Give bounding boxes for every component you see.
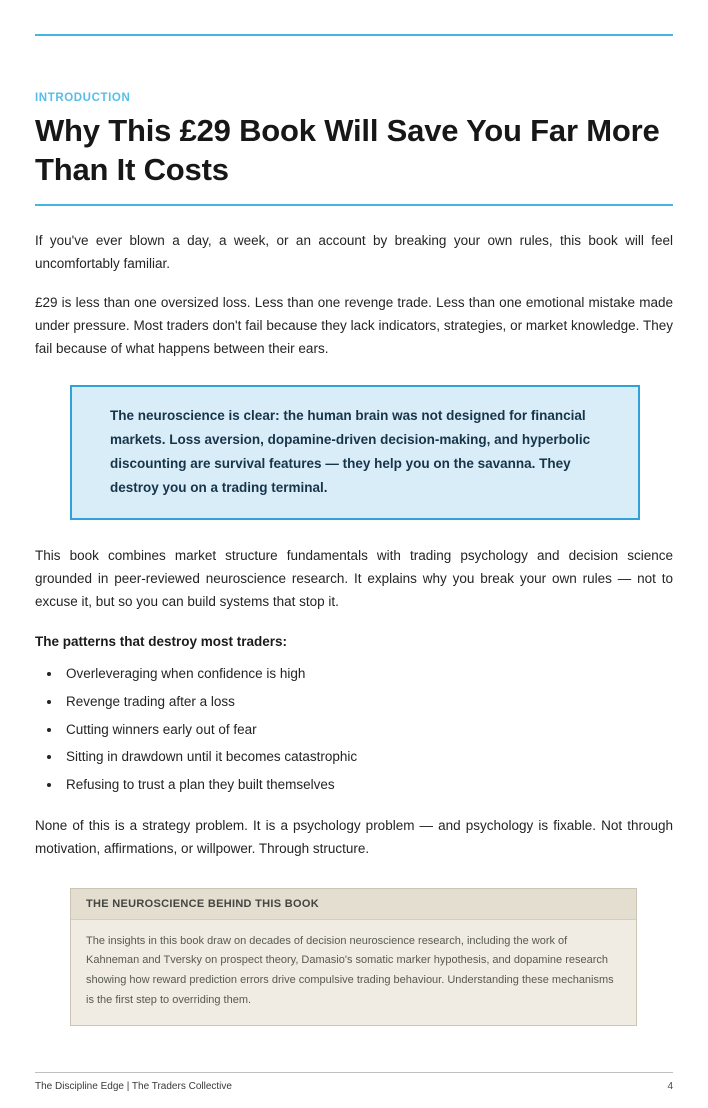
footer-book-title: The Discipline Edge | The Traders Collective: [35, 1081, 232, 1092]
page-footer: [35, 1072, 673, 1092]
patterns-list: [62, 664, 673, 794]
infobox-body-text: The insights in this book draw on decades of decision neuroscience research, including the work of Kahneman and Tversky on prospect theory, Damasio's somatic marker hypothesis, and dopamine research showing how reward prediction errors drive compulsive trading behaviour. Understanding these mechanisms is the first step to overriding them.: [86, 934, 614, 1007]
list-item: • Overleveraging when confidence is high: [62, 664, 673, 684]
list-item: • Cutting winners early out of fear: [62, 720, 673, 740]
infobox-title: THE NEUROSCIENCE BEHIND THIS BOOK: [71, 889, 636, 920]
paragraph-conclusion: None of this is a strategy problem. It is a psychology problem — and psychology is fixable. Not through motivation, affirmations, or willpower. Through structure.: [35, 818, 673, 857]
page-title: Why This £29 Book Will Save You Far More Than It Costs: [35, 113, 660, 187]
neuroscience-callout-box: [70, 385, 640, 520]
top-divider: [35, 34, 673, 36]
list-item: • Revenge trading after a loss: [62, 692, 673, 712]
list-item: • Refusing to trust a plan they built themselves: [62, 775, 673, 795]
paragraph-value: £29 is less than one oversized loss. Less than one revenge trade. Less than one emotional mistake made under pressure. Most traders don't fail because they lack indicators, strategies, or market knowledge. They fail because of what happens between their ears.: [35, 294, 673, 357]
title-divider: [35, 204, 673, 206]
paragraph-intro: If you've ever blown a day, a week, or an account by breaking your own rules, this book will feel uncomfortably familiar.: [35, 232, 673, 271]
patterns-list-heading: The patterns that destroy most traders:: [35, 634, 288, 650]
section-kicker: INTRODUCTION: [35, 92, 131, 104]
list-item: • Sitting in drawdown until it becomes catastrophic: [62, 747, 673, 767]
callout-text: The neuroscience is clear: the human brain was not designed for financial markets. Loss aversion, dopamine-driven decision-making, and hyperbolic discounting are survival features — they help you on the savanna. They destroy you on a trading terminal.: [110, 407, 591, 496]
neuroscience-infobox: [70, 888, 637, 1026]
paragraph-book-combines: This book combines market structure fundamentals with trading psychology and decision science grounded in peer-reviewed neuroscience research. It explains why you break your own rules — not to excuse it, but so you can build systems that stop it.: [35, 547, 673, 610]
page-number: 4: [667, 1081, 673, 1092]
